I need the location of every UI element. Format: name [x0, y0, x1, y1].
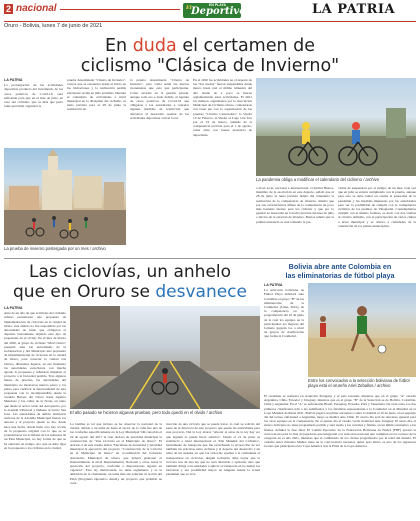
article3-col1-text: La selección boliviana de Fútbol Playa debutará ante Colombia el grupo "B" de las eliminatorias de la Conmebol (Lima, 2021), de la competencia en la programación del 10 de junio de la cual los equipos en la participantes los mejores del formato jugarán los a nivel de grupos de clasificación que forma la Conmebol. — [264, 288, 304, 339]
article3-title-line2: las eliminatorias de fútbol playa — [285, 271, 395, 280]
page-header — [0, 0, 420, 38]
article1-col4-text: En el 2020 las actividades en el deporte de las "dos ruedas" fueron suspendidas desde marzo hasta casi el último trimestre del año donde de a poco se fueron reglamentando estas actividades. El 2021 los tiempos organizados por la Asociación Municipal de Ciclismo Oruro, comenzaron con buen pie con la organización de las pruebas "Circuito Carnavalero" la Vuelta 10 de Febrero, la Vuelta al Lago Uru Uru por el 23 de marzo, además de la competencia prevista para el 1 de agosto, todas ellas con buena presencia de deportistas — [193, 78, 252, 137]
article1-photo2-caption-text: La pandemia obliga a modificar el calendario del ciclismo — [256, 177, 362, 182]
article1-col1-text: La prolongación de las actividades deportivas producto del incremento de los casos positivos de Covid-19, será suficiente para que en el mes de julio, en caso del ciclismo, que es más que justo tome previsión organizar la — [4, 83, 63, 109]
article1-title-highlight: duda — [132, 36, 177, 56]
dateline: Oruro - Bolivia, lunes 7 de junio de 2021 — [4, 23, 103, 29]
article1-col5 — [256, 186, 334, 254]
section-divider — [4, 258, 416, 259]
article3-col2 — [264, 394, 416, 518]
article1-col1 — [4, 78, 63, 109]
deportivo-logo — [183, 3, 246, 18]
article2-col3 — [166, 422, 260, 518]
article2-title-start: que en Oruro se — [13, 282, 156, 302]
article3-caption-text: Entre los convocados a la selección boliviana de fútbol playa está el orureño Ariel Zeballos — [308, 378, 410, 388]
article2-title-highlight: desvanece — [155, 282, 247, 302]
masthead: LA PATRIA — [312, 2, 396, 17]
article2-title-line1: Las ciclovías, un anhelo — [28, 262, 232, 282]
article3-caption-credit: / archivo — [374, 383, 391, 388]
logo-main: Deportivo — [191, 6, 246, 17]
article2-caption-text: El alto pasado se hicieron algunas pruebas, pero todo quedó en el olvido — [70, 410, 206, 415]
article2-title — [0, 262, 260, 302]
article1-photo — [4, 148, 126, 245]
article1-col3 — [130, 78, 189, 121]
article2-caption-credit: / archivo — [206, 410, 223, 415]
article2-photo — [70, 306, 260, 409]
article1-col2 — [67, 78, 126, 113]
article1-photo-caption — [4, 246, 128, 251]
article1-title-end: el certamen de — [176, 36, 316, 56]
article1-byline: LA PATRIA — [4, 78, 23, 82]
article3-title — [264, 262, 416, 280]
bike-lane-street-image — [70, 306, 260, 409]
logo-top-text: EN PLAYA — [209, 3, 227, 7]
article1-photo2 — [256, 78, 416, 176]
cathedral-street-image — [4, 148, 126, 245]
article1-col4 — [193, 78, 252, 254]
article1-caption-credit: / archivo — [89, 246, 106, 251]
article2-col2 — [70, 422, 162, 518]
article1-title-start: En — [104, 36, 133, 56]
article1-photo2-caption — [256, 177, 416, 182]
page-number: 2 — [5, 4, 11, 14]
article2-col1 — [4, 306, 66, 518]
article3-col1 — [264, 283, 304, 391]
section-label: nacional — [16, 3, 57, 14]
article1-photo2-caption-credit: / archivo — [363, 177, 379, 182]
article3-col2-text: El certamen se realizará en Asunción Paraguay y el país Guaraní, mientras que en el grupo "A" estarán Argentina, Chile, Ecuador y Uruguay, mientras que en el grupo "B" de la Selección se de Bolivia, Colombia, Chile y Argentina. En el "A" se enfrentarán Brasil, Paraguay, Ecuador, Perú y Venezuela. De cada zona, los dos primeros clasificados irán a las semifinales y los finalistas representarán a la Conmebol en el Mundial en la Copa Mundial de Rusia 2021. Bolivia jugará su primer encuentro contra Colombia el 10 de junio, en el segundo día del torneo enfrentará a Argentina, luego se medirá ante Chile. El cuarto día será de descanso general para los otros equipos en la competencia. En el quinto día el cuadro verde rivalizará ante Uruguay. El sexto día, el elenco boliviano no tiene programado partido y será usado a las cerradas y finales, en un último encuentro a las finales, definirá la fase final. El Comité Ejecutivo de la Federación Boliviana de Fútbol (FBF) aprobó la convocatoria para la lista de jugadores que integrarán a la selección nacional que compiten en los torneos de la categoría en el año 2021, mientras que el combinado de los rivales programados por la edad del mundo. El orureño Ariel Zeballos Muñoz tiene en la convocatoria nacional, quien para Oruro es uno de los jugadores locales que participará en la Copa América tras la Final de la Copa América. — [264, 394, 416, 449]
article1-title — [0, 36, 420, 76]
article3-photo-caption — [308, 378, 416, 388]
header-rule — [4, 21, 416, 22]
article1-caption-text: La prueba de invierno postergada por un mes — [4, 246, 89, 251]
article3-photo — [308, 283, 416, 377]
article2-col1-text: Ante de un año de que activistas del ciclismo urbano presentaran una propuesta de implementación de ciclovías en la ciudad de Oruro, este anhelo no fue respondido por las autoridades de turno que obligaron el depósito nuevamente dejando este tipo de propuestas en el olvido. En el mes de marzo del 2020, el grupo de ciclistas "Movi Oruro" presentó ante las autoridades de la Gobernación y del Municipio una propuesta de implementación de ciclovías en la ciudad de Oruro, para conectar la ciudad con barrios, diferentes lugares, en ese momento las autoridades escucharon con mucha agrado la propuesta y señalaron impulsar el proyecto a la brevedad posible. Tras algunos meses de pruebas, las autoridades del municipio no mostraron nuevos pasos y los piloto para verificar la funcionalidad de esta propuesta con la incomprensible desde la avenida Héroes del Chaco hasta Aguirre Mendoza y las calles de la Norte, en tanto que desde el sector tardo del Aeropuerto, por la avenida Villarroel y Dehene al barrio San José. Las autoridades de ambas instancias tuvieron de la Alcaldía Municipal fueron los autores y al proyecto quedó se dio, desde hace una fecha, donde hubo otro hay acción de la propuesta original con lo que se se pronunciaron los activistas de los intereses de un Plan Municipal, no hay forma de que se ha enterado en tiempo otro que se debe ligar en la propuesta a los ciclistas en la ciudad. — [4, 311, 66, 450]
beach-soccer-image — [308, 283, 416, 377]
section-rule — [60, 9, 180, 10]
article1-col3-text: la prueba denominada "Clásica de Invierno", pero como serán las nuevas cuarentenas que esta que participarán. Como sucedió en la gestión pasada, aunque todo era a dado debido al repunte de casos positivos de Covid-19 que obligaron a las autoridades a cancelar algunas medidas de restricción que afectaron al desarrollo normal de las actividades deportivas a nivel local. — [130, 78, 189, 120]
article2-byline: LA PATRIA — [4, 306, 23, 310]
article1-col6-text: visión de suspensión por el tiempo de un mes, toda vez que en julio se estaría cumpliendo con la prueba, aunque para esto se debe tomar en cuenta el panorama de la pandemia y las medidas impuestas por las autoridades para ver la posibilidad de cumplir con la competencia ciclística de los premios de Vinagradel. Contemplamos cumplir con el mismo formato, es decir con dos vueltas al circuito definido, con la participación de varios clubes a nivel municipal y se obtuvo a cantidades de la orientación de los planes municipales. — [338, 186, 416, 228]
article1-title-line2: ciclismo "Clásica de Invierno" — [80, 56, 340, 76]
article2-col2-text: La lástima es tal que incluso se ha observar la nacional de la ciudad, debido a un tema de hasta el sector de la calle fue una de las conforme específicamente en la Ley Municipal 549 conocida el 24 de agosto del 2017 la cual declara de prioridad municipal la construcción de "Una Ciclovía en el Municipio de Oruro". El artículo 2 de esta norma indica "Declárese de necesidad y prioridad municipal la ejecución del proyecto "Construcción de la Ciclovía en el Municipio de Oruro" en coordinación del Gobierno Autónomo Municipal de Oruro, que deberá gestionar el financiamiento al nivel Departamental, Nacional y otras, hasta la ejecución del proyecto, conforme a disposiciones legales en vigencia". Esta ley mencionada, no tiene reglamento y es la ambición de la ciudadanía, un tema mas sin solución ni acción del POA (Programa Operativo Anual), un proyecto que prohibió su cons- — [70, 422, 162, 485]
article1-col2-text: prueba denominada "Clásica de Invierno", carrera que se encuentra desde el inicio en las invitaciones y la realización pedida efectuarse recién en julio próximo. Durante el calendario de actividades a nivel municipal en la disciplina del ciclismo, se tenía prevista para el 28 de junio la realización de — [67, 78, 126, 112]
article1-col6 — [338, 186, 416, 254]
article2-col3-text: trucción de una ciclovía que se pueda tratar, lo cual se solicitó del parte de la directora de este proyecto que pueda las autoridades para este proyecto. Del la Ley aborre "Ahorar el estas de la ley hay ver que alguien lo pueda hacer anterior". Desde el 21 de junio se estableció a nivel internacional el "Día Mundial del Ciclismo", instrumento de transporte que fue escuchando la proyección de ver también las prácticas entre ciclistas y el deporte del desarrollo y un tema de un sistema en que las ciclovías ayudan a la ciudadanía al transportarse en ciclovías, ningún Gobierno debe lograr que la ciclovía nos da una ley que no será discutido o aplicada, sino que también obliga a las entidades a aplicar el transporte en la ciudad, las bicicletas y sea posibilidad mayor en ninguna mente la actual pandemia que se vive. — [166, 422, 260, 477]
article3-byline: LA PATRIA — [264, 283, 283, 287]
cyclists-road-image — [256, 78, 416, 176]
article3-title-line1: Bolivia abre ante Colombia en — [288, 262, 392, 271]
logo-prefix: El — [186, 5, 192, 11]
article1-col5-text: a nivel local, nacional e internacional. Cristóbal Bustos, miembro de la asociación en este deporte, señaló que el 28 de junio se tenía previsto dentro del calendario la realización de la competencia de invierno, misma que por sus características difiere de la competencia un poco más bastante fuertes para los ciclistas y que por lo general se desarrolla en la fecha prevista del mes de julio o inicios de la estación de invierno. Bustos señaló que la primera instancia se está tomando la pre- — [256, 186, 334, 224]
article2-photo-caption — [70, 410, 260, 415]
